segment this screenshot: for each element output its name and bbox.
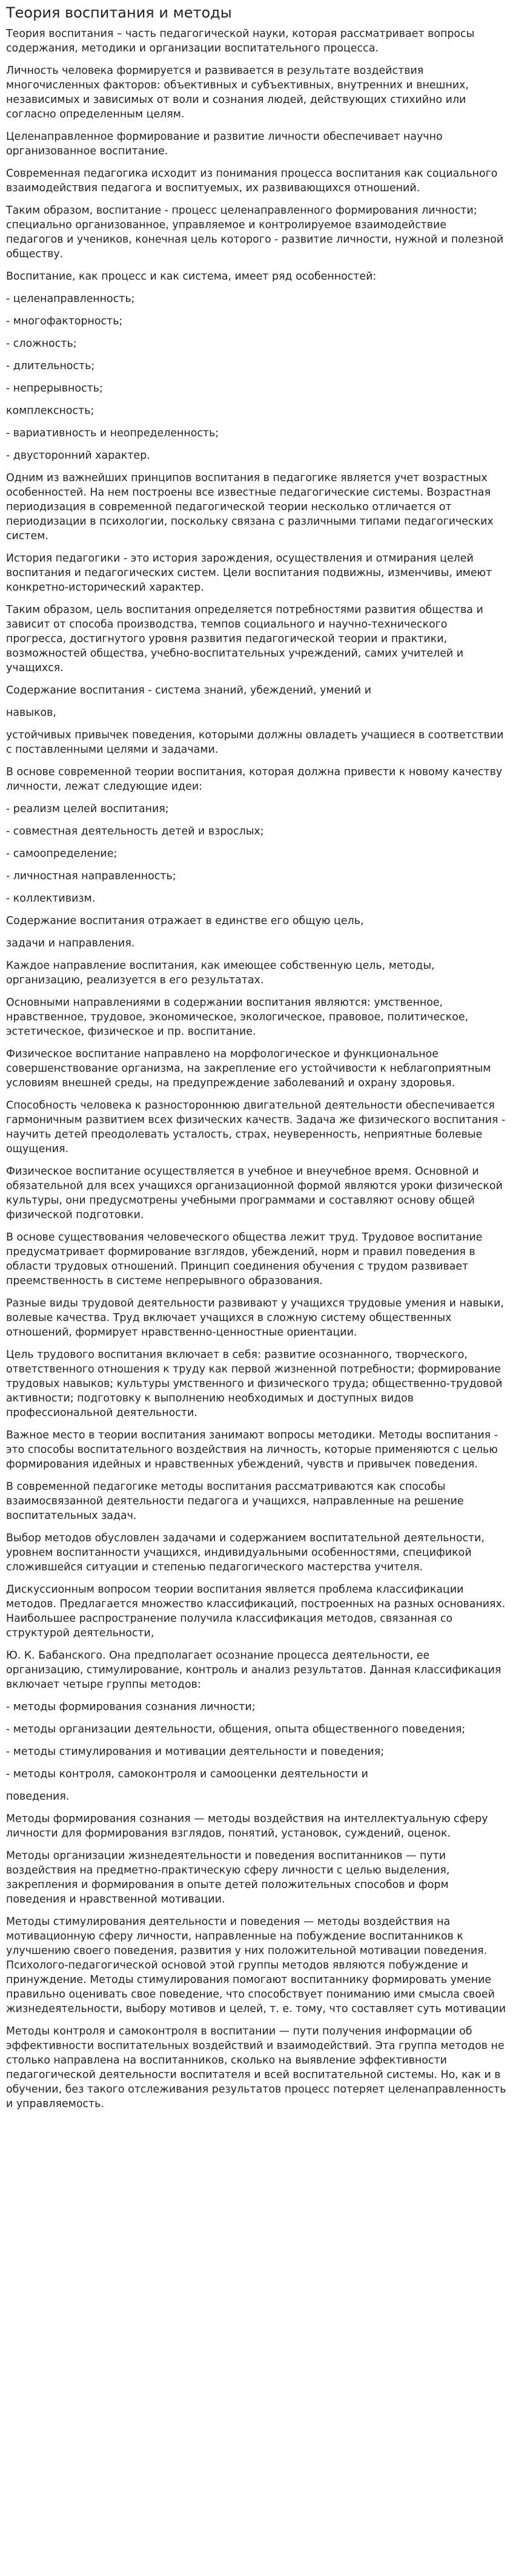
paragraph: - методы контроля, самоконтроля и самооценки деятельности и [6,1768,368,1780]
article-body [6,27,507,2111]
paragraph: - совместная деятельность детей и взрослых; [6,825,264,837]
paragraph: - сложность; [6,338,77,350]
paragraph: Основными направлениями в содержании воспитания являются: умственное, нравственное, трудовое, экономическое, экологическое, правовое, политическое, эстетическое, физическое и пр. воспитание. [6,997,469,1038]
paragraph: - методы организации деятельности, общения, опыта общественного поведения; [6,1723,466,1735]
paragraph: - личностная направленность; [6,870,176,882]
paragraph: В основе современной теории воспитания, которая должна привести к новому качеству личности, лежат следующие идеи: [6,766,503,793]
paragraph: Методы стимулирования деятельности и поведения — методы воздействия на мотивационную сферу личности, направленные на побуждение воспитанников к улучшению своего поведения, развития у них положительной мотивации поведения. Психолого-педагогической основой этой группы методов являются побуждение и принуждение. Методы стимулирования помогают воспитаннику формировать умение правильно оценивать свое поведение, что способствует пониманию ими смысла своей жизнедеятельности, выбору мотивов и целей, т. е. тому, что составляет суть мотивации [6,1916,506,2015]
paragraph: - двусторонний характер. [6,450,150,462]
paragraph: Содержание воспитания - система знаний, убеждений, умений и [6,684,372,696]
paragraph: Теория воспитания – часть педагогической науки, которая рассматривает вопросы содержания, методики и организации воспитательного процесса. [6,28,475,54]
paragraph: Содержание воспитания отражает в единстве его общую цель, [6,915,364,927]
paragraph: - коллективизм. [6,893,96,905]
paragraph: Методы организации жизнедеятельности и поведения воспитанников — пути воздействия на предметно-практическую сферу личности с целью выделения, закрепления и формирования в опыте детей положительных способов и форм поведения и нравственной мотивации. [6,1850,450,1906]
paragraph: Физическое воспитание осуществляется в учебное и внеучебное время. Основной и обязательной для всех учащихся организационной формой являются уроки физической культуры, они предусмотрены учебными программами и составляют основу общей физической подготовки. [6,1165,503,1221]
paragraph: Методы формирования сознания — методы воздействия на интеллектуальную сферу личности для формирования взглядов, понятий, установок, суждений, оценок. [6,1813,488,1840]
paragraph: - вариативность и неопределенность; [6,427,219,439]
paragraph: Таким образом, воспитание - процесс целенаправленного формирования личности; специально организованное, управляемое и контролируемое взаимодействие педагогов и учеников, конечная цель которого - развитие личности, нужной и полезной обществу. [6,205,504,260]
paragraph: В современной педагогике методы воспитания рассматриваются как способы взаимосвязанной деятельности педагога и учащихся, направленные на решение воспитательных задач. [6,1481,464,1522]
paragraph: Дискуссионным вопросом теории воспитания является проблема классификации методов. Предлагается множество классификаций, построенных на разных основаниях. Наибольшее распространение получила классификация методов, связанная со структурой деятельности, [6,1584,506,1639]
paragraph: Каждое направление воспитания, как имеющее собственную цель, методы, организацию, реализуется в его результатах. [6,960,435,986]
paragraph: Выбор методов обусловлен задачами и содержанием воспитательной деятельности, уровнем воспитанности учащихся, индивидуальными особенностями, спецификой сложившейся ситуации и степенью педагогического мастерства учителя. [6,1532,485,1573]
paragraph: Разные виды трудовой деятельности развивают у учащихся трудовые умения и навыки, волевые качества. Труд включает учащихся в сложную систему общественных отношений, формирует нравственно-ценностные ориентации. [6,1297,504,1339]
paragraph: - целенаправленность; [6,293,135,305]
paragraph: - длительность; [6,360,95,372]
paragraph: Ю. К. Бабанского. Она предполагает осознание процесса деятельности, ее организацию, стимулирование, контроль и анализ результатов. Данная классификация включает четыре группы методов: [6,1650,501,1691]
paragraph: Физическое воспитание направлено на морфологическое и функциональное совершенствование организма, на закрепление его устойчивости к неблагоприятным условиям внешней среды, на предупреждение заболеваний и охрану здоровья. [6,1048,491,1089]
paragraph: Личность человека формируется и развивается в результате воздействия многочисленных факторов: объективных и субъективных, внутренних и внешних, независимых и зависимых от воли и сознания людей, действующих стихийно или согласно определенным целям. [6,65,469,120]
paragraph: Целенаправленное формирование и развитие личности обеспечивает научно организованное воспитание. [6,131,443,157]
paragraph: Одним из важнейших принципов воспитания в педагогике является учет возрастных особенностей. На нем построены все известные педагогические системы. Возрастная периодизация в современной педагогической теории несколько отличается от периодизации в психологии, поскольку связана с различными типами педагогических систем. [6,472,494,542]
paragraph: - методы стимулирования и мотивации деятельности и поведения; [6,1746,385,1758]
paragraph: В основе существования человеческого общества лежит труд. Трудовое воспитание предусматривает формирование взглядов, убеждений, норм и правил поведения в области трудовых отношений. Принцип соединения обучения с трудом развивает преемственность в системе непрерывного образования. [6,1231,483,1287]
paragraph: - самоопределение; [6,848,117,860]
paragraph: устойчивых привычек поведения, которыми должны овладеть учащиеся в соответствии с поставленными целями и задачами. [6,729,504,756]
paragraph: поведения. [6,1791,70,1803]
paragraph: Важное место в теории воспитания занимают вопросы методики. Методы воспитания - это способы воспитательного воздействия на личность, которые применяются с целью формирования идейных и нравственных убеждений, чувств и привычек поведения. [6,1429,498,1470]
paragraph: Цель трудового воспитания включает в себя: развитие осознанного, творческого, ответственного отношения к труду как первой жизненной потребности; формирование трудовых навыков; культуры умственного и физического труда; общественно-трудовой активности; подготовку к выполнению необходимых и доступных видов профессиональной деятельности. [6,1349,503,1419]
paragraph: задачи и направления. [6,937,135,949]
paragraph: - многофакторность; [6,315,123,327]
paragraph: Воспитание, как процесс и как система, имеет ряд особенностей: [6,270,377,283]
paragraph: - методы формирования сознания личности; [6,1701,256,1713]
paragraph: навыков, [6,707,56,719]
paragraph: Современная педагогика исходит из понимания процесса воспитания как социального взаимодействия педагога и воспитуемых, их развивающихся отношений. [6,168,498,194]
paragraph: комплексность; [6,405,94,417]
paragraph: История педагогики - это история зарождения, осуществления и отмирания целей воспитания и педагогических систем. Цели воспитания подвижны, изменчивы, имеют конкретно-исторический характер. [6,552,492,594]
paragraph: Таким образом, цель воспитания определяется потребностями развития общества и зависит от способа производства, темпов социального и научно-технического прогресса, достигнутого уровня развития педагогической теории и практики, возможностей общества, учебно-воспитательных учреждений, самих учителей и учащихся. [6,604,483,674]
page-title: Теория воспитания и методы [6,4,232,21]
paragraph: - непрерывность; [6,382,103,395]
paragraph: - реализм целей воспитания; [6,803,169,815]
paragraph: Способность человека к разностороннюю двигательной деятельности обеспечивается гармоничным развитием всех физических качеств. Задача же физического воспитания - научить детей преодолевать усталость, страх, неуверенность, неприятные болевые ощущения. [6,1100,506,1155]
paragraph: Методы контроля и самоконтроля в воспитании — пути получения информации об эффективности воспитательных воздействий и взаимодействий. Эта группа методов не столько направлена на воспитанников, сколько на выявление эффективности педагогической деятельности воспитателя и всей воспитательной системы. Но, как и в обучении, без такого отслеживания результатов процесс потеряет целенаправленность и управляемость. [6,2025,506,2110]
